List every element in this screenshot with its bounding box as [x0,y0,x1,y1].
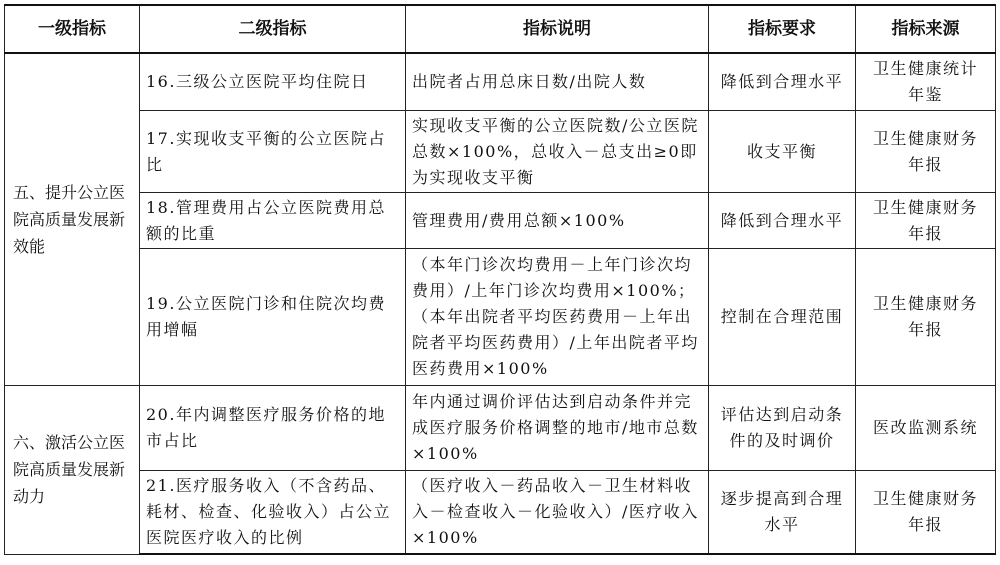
table-row [5,471,996,555]
indicator-requirement: 降低到合理水平 [709,53,856,111]
indicator-name: 17.实现收支平衡的公立医院占比 [140,111,406,193]
table-row [5,193,996,249]
indicator-table-container [4,4,996,555]
indicator-name: 20.年内调整医疗服务价格的地市占比 [140,386,406,471]
header-description: 指标说明 [406,5,709,53]
indicator-name: 21.医疗服务收入（不含药品、耗材、检查、化验收入）占公立医院医疗收入的比例 [140,471,406,555]
indicator-description: 出院者占用总床日数/出院人数 [406,53,709,111]
indicator-description: 管理费用/费用总额×100% [406,193,709,249]
group-label: 六、激活公立医院高质量发展新动力 [5,386,140,555]
table-row [5,111,996,193]
indicator-source: 卫生健康财务年报 [856,111,996,193]
indicator-source: 卫生健康统计年鉴 [856,53,996,111]
indicator-table [4,4,996,555]
indicator-source: 卫生健康财务年报 [856,471,996,555]
indicator-requirement: 逐步提高到合理水平 [709,471,856,555]
indicator-requirement: 评估达到启动条件的及时调价 [709,386,856,471]
indicator-source: 卫生健康财务年报 [856,249,996,386]
indicator-name: 18.管理费用占公立医院费用总额的比重 [140,193,406,249]
table-row [5,249,996,386]
table-header [5,5,996,53]
header-requirement: 指标要求 [709,5,856,53]
indicator-source: 医改监测系统 [856,386,996,471]
indicator-name: 16.三级公立医院平均住院日 [140,53,406,111]
indicator-description: （本年门诊次均费用－上年门诊次均费用）/上年门诊次均费用×100%；（本年出院者平均医药费用－上年出院者平均医药费用）/上年出院者平均医药费用×100% [406,249,709,386]
indicator-requirement: 收支平衡 [709,111,856,193]
header-level1: 一级指标 [5,5,140,53]
indicator-name: 19.公立医院门诊和住院次均费用增幅 [140,249,406,386]
indicator-requirement: 控制在合理范围 [709,249,856,386]
indicator-description: 实现收支平衡的公立医院数/公立医院总数×100%，总收入－总支出≥0即为实现收支平衡 [406,111,709,193]
header-source: 指标来源 [856,5,996,53]
indicator-requirement: 降低到合理水平 [709,193,856,249]
header-row [5,5,996,53]
table-row [5,386,996,471]
indicator-source: 卫生健康财务年报 [856,193,996,249]
group-label: 五、提升公立医院高质量发展新效能 [5,53,140,386]
table-body [5,53,996,554]
indicator-description: 年内通过调价评估达到启动条件并完成医疗服务价格调整的地市/地市总数×100% [406,386,709,471]
header-level2: 二级指标 [140,5,406,53]
indicator-description: （医疗收入－药品收入－卫生材料收入－检查收入－化验收入）/医疗收入×100% [406,471,709,555]
table-row [5,53,996,111]
